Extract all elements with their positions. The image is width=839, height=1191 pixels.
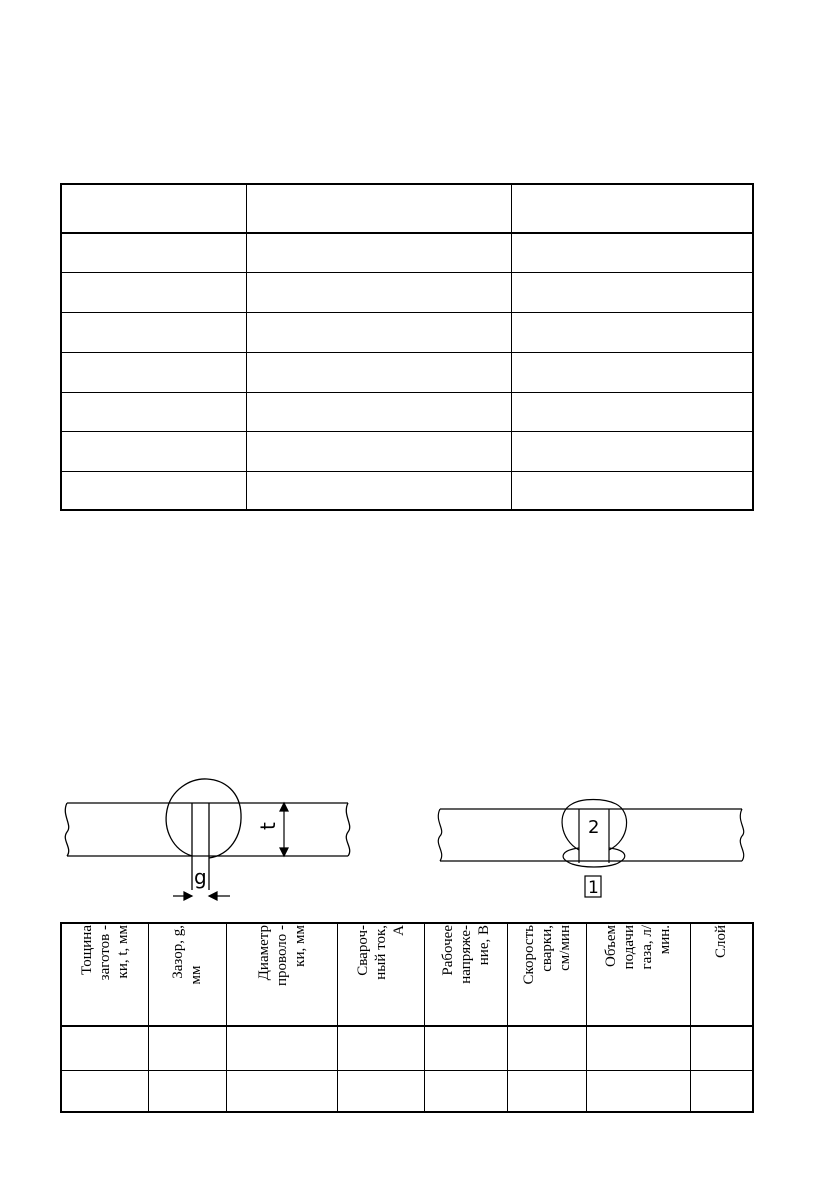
- welding-parameters-table: [60, 922, 754, 1113]
- header-text: заготов -: [97, 924, 113, 980]
- header-text: Скорость: [520, 924, 537, 984]
- header-text: подачи: [621, 924, 637, 969]
- header-text: напряже-: [457, 924, 474, 984]
- header-text: мин.: [657, 924, 673, 954]
- header-layer: [690, 924, 752, 1025]
- header-text: мм: [188, 965, 204, 984]
- header-row-divider: [62, 232, 752, 234]
- header-text: проволо -: [273, 924, 290, 986]
- thickness-label: t: [256, 822, 280, 830]
- layer-1-label: 1: [588, 878, 599, 898]
- header-text: ки, мм: [291, 924, 308, 967]
- header-welding-current: [337, 924, 424, 1025]
- header-text: Свароч-: [354, 924, 371, 976]
- header-text: ние, В: [475, 924, 492, 965]
- row-divider: [62, 352, 752, 353]
- header-wire-diameter: [226, 924, 337, 1025]
- row-divider: [62, 1070, 752, 1071]
- header-gas-flow: [586, 924, 690, 1025]
- header-text: Диаметр: [255, 924, 272, 980]
- row-divider: [62, 471, 752, 472]
- header-row-divider: [62, 1025, 752, 1027]
- header-thickness: [62, 924, 148, 1025]
- blank-table-top: [60, 183, 754, 511]
- row-divider: [62, 431, 752, 432]
- header-text: А: [390, 924, 407, 936]
- gap-label: g: [194, 865, 207, 889]
- header-text: ки, t, мм: [115, 924, 131, 978]
- header-welding-speed: [507, 924, 586, 1025]
- header-text: Рабочее: [439, 924, 456, 976]
- row-divider: [62, 272, 752, 273]
- layer-2-label: 2: [588, 817, 600, 838]
- header-text: газа, л/: [639, 924, 655, 970]
- header-text: Объем: [603, 924, 619, 967]
- joint-gap-diagram: [55, 770, 365, 910]
- header-text: Зазор, g,: [170, 924, 186, 979]
- header-text: Слой: [713, 924, 729, 958]
- two-layer-weld-diagram: [432, 790, 750, 915]
- row-divider: [62, 392, 752, 393]
- header-voltage: [424, 924, 507, 1025]
- header-text: см/мин: [556, 924, 573, 971]
- header-text: Тощина: [79, 924, 95, 975]
- row-divider: [62, 312, 752, 313]
- header-text: сварки,: [538, 924, 555, 972]
- header-gap: [148, 924, 226, 1025]
- header-text: ный ток,: [372, 924, 389, 980]
